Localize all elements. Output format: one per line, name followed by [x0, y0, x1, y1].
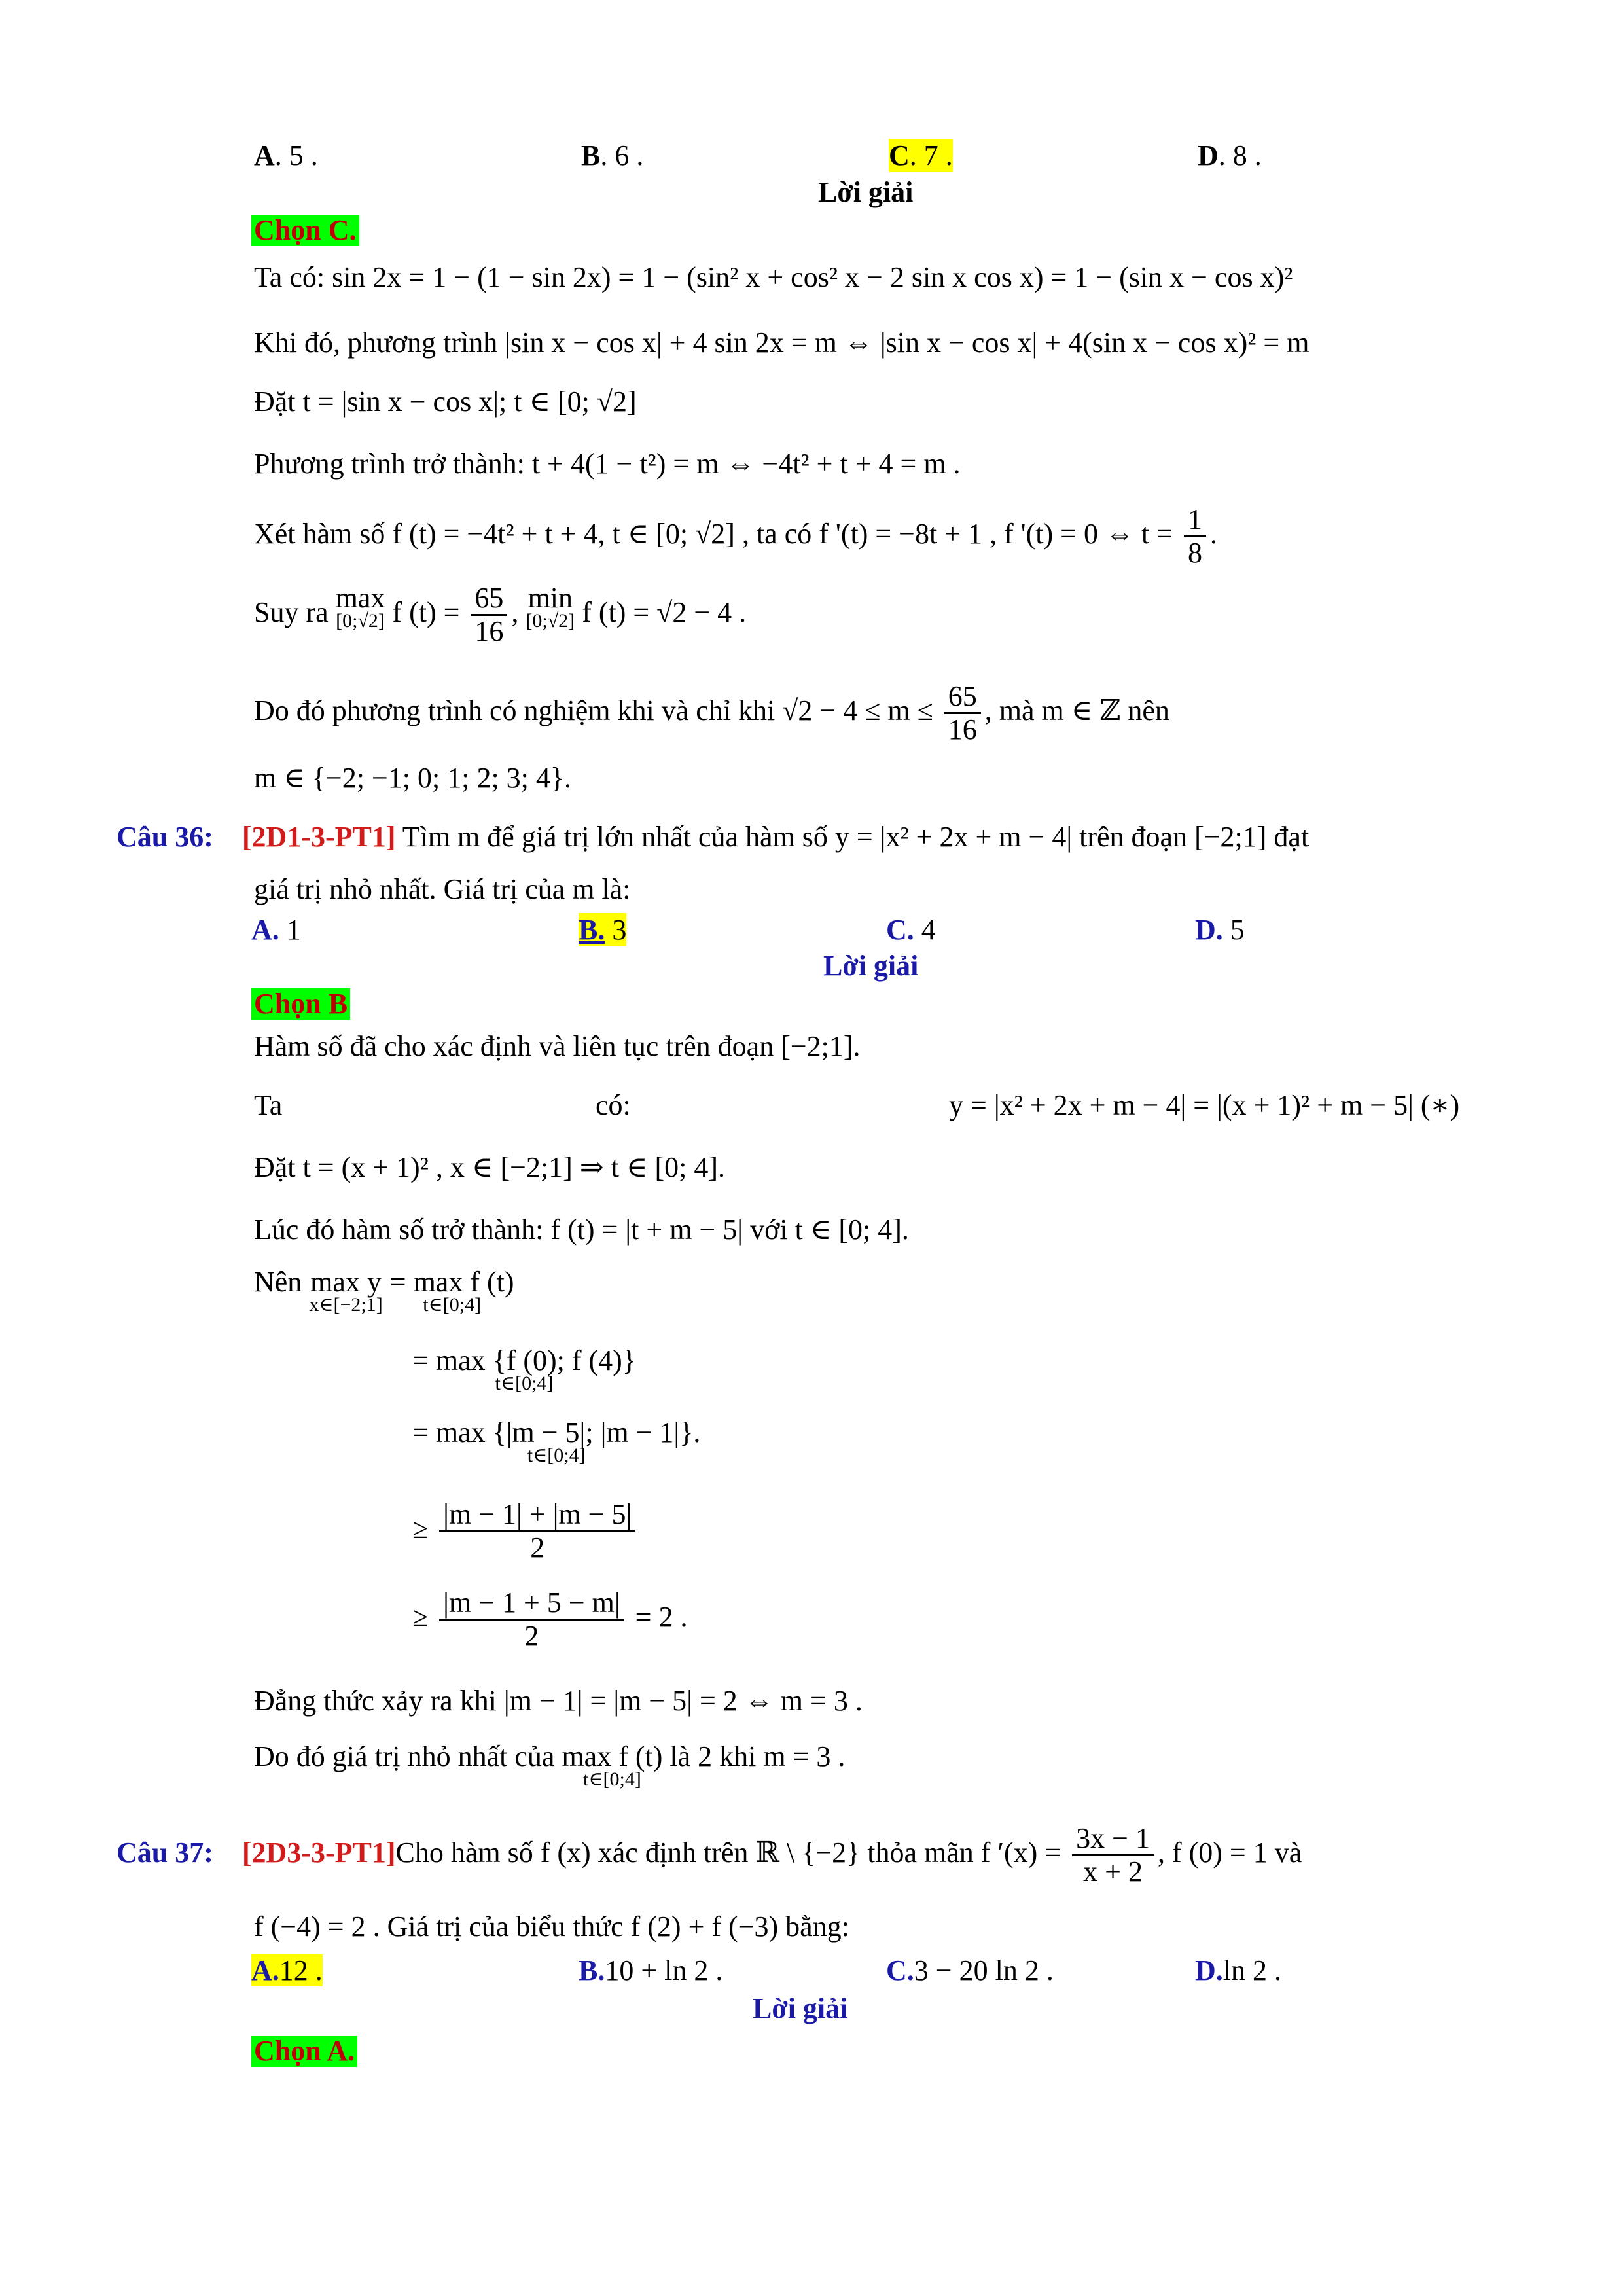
q37-solution-heading: Lời giải — [753, 1992, 848, 2024]
q35-step-8: m ∈ {−2; −1; 0; 1; 2; 3; 4}. — [254, 762, 572, 794]
q36-option-c: C. 4 — [886, 914, 936, 946]
q37-option-d: D.ln 2 . — [1195, 1954, 1282, 1986]
q35-step-3: Đặt t = |sin x − cos x|; t ∈ [0; √2] — [254, 386, 637, 418]
q36-step-4: Lúc đó hàm số trở thành: f (t) = |t + m − 5| với t ∈ [0; 4]. — [254, 1213, 909, 1246]
q35-option-c-correct: C. 7 . — [889, 139, 953, 171]
fraction-65-16-bound: $\frac{65}{16}$ — [944, 681, 981, 746]
q36-step-6: = max {f (0); f (4)} t∈[0;4] — [412, 1344, 636, 1395]
q36-option-a: A. 1 — [251, 914, 301, 946]
q36-step-10: Đẳng thức xảy ra khi |m − 1| = |m − 5| = 2 ⇔ m = 3 . — [254, 1685, 863, 1717]
q37-stem-2: f (−4) = 2 . Giá trị của biểu thức f (2) + f (−3) bằng: — [254, 1910, 849, 1943]
fraction-derivative: $\frac{3x - 1}{x + 2}$ — [1072, 1823, 1154, 1888]
q36-step-2-expr: y = |x² + 2x + m − 4| = |(x + 1)² + m − 5| (∗) — [949, 1089, 1460, 1121]
q36-step-7: = max {|m − 5|; |m − 1|}. t∈[0;4] — [412, 1416, 701, 1467]
fraction-one-eighth: $\frac{1}{8}$ — [1184, 504, 1206, 569]
q35-step-7: Do đó phương trình có nghiệm khi và chỉ khi √2 − 4 ≤ m ≤ $\frac{65}{16}$ , mà m ∈ ℤ nên — [254, 680, 1169, 746]
q36-stem: Câu 36: [2D1-3-PT1] Tìm m để giá trị lớn nhất của hàm số y = |x² + 2x + m − 4| trên đoạn [−2;1] đạt — [116, 821, 1310, 853]
q35-step-4: Phương trình trở thành: t + 4(1 − t²) = m ⇔ −4t² + t + 4 = m . — [254, 448, 961, 480]
q36-step-3: Đặt t = (x + 1)² , x ∈ [−2;1] ⇒ t ∈ [0; 4]. — [254, 1151, 725, 1183]
q36-stem-2: giá trị nhỏ nhất. Giá trị của m là: — [254, 873, 631, 905]
q36-step-9: ≥ $\frac{|m - 1 + 5 - m|}{2}$ = 2 . — [412, 1587, 688, 1653]
q36-label: Câu 36: — [116, 821, 213, 853]
q35-option-b: B. 6 . — [581, 139, 644, 171]
q36-step-5: Nên max y x∈[−2;1] = max f (t) t∈[0;4] — [254, 1266, 514, 1316]
q37-option-b: B.10 + ln 2 . — [579, 1954, 723, 1986]
q36-solution-heading: Lời giải — [823, 950, 919, 982]
q35-option-d: D. 8 . — [1198, 139, 1262, 171]
q37-option-c: C.3 − 20 ln 2 . — [886, 1954, 1054, 1986]
q36-step-2-label-b: có: — [596, 1089, 631, 1121]
q36-option-d: D. 5 — [1195, 914, 1245, 946]
q35-option-a: A. 5 . — [254, 139, 318, 171]
q36-step-2-label: Ta — [254, 1089, 283, 1121]
q37-label: Câu 37: — [116, 1836, 213, 1869]
q35-step-5: Xét hàm số f (t) = −4t² + t + 4, t ∈ [0; √2] , ta có f '(t) = −8t + 1 , f '(t) = 0 ⇔ t = $\frac{1}{8}$ . — [254, 503, 1217, 569]
q37-chosen-answer: Chọn A. — [251, 2036, 357, 2067]
q37-stem: Câu 37: [2D3-3-PT1]Cho hàm số f (x) xác định trên ℝ \ {−2} thỏa mãn f ′(x) = $\frac{3x - 1}{x + 2}$ , f (0) = 1 và — [116, 1822, 1302, 1888]
q36-step-8: ≥ $\frac{|m - 1| + |m - 5|}{2}$ — [412, 1499, 639, 1564]
q36-option-b-correct: B. 3 — [579, 914, 627, 946]
q35-solution-heading: Lời giải — [818, 176, 914, 208]
q37-tag: [2D3-3-PT1] — [241, 1836, 396, 1869]
q35-step-1: Ta có: sin 2x = 1 − (1 − sin 2x) = 1 − (sin² x + cos² x − 2 sin x cos x) = 1 − (sin x − cos x)² — [254, 261, 1293, 293]
q35-step-6: Suy ra max [0;√2] f (t) = $\frac{65}{16}$ , min [0;√2] f (t) = √2 − 4 . — [254, 582, 747, 648]
q36-step-11: Do đó giá trị nhỏ nhất của max f (t) t∈[0;4] là 2 khi m = 3 . — [254, 1740, 846, 1791]
q36-tag: [2D1-3-PT1] — [241, 821, 396, 853]
q36-chosen-answer: Chọn B — [251, 988, 350, 1020]
q37-option-a-correct: A.12 . — [251, 1954, 323, 1986]
q35-chosen-answer: Chọn C. — [251, 215, 359, 246]
q35-step-2: Khi đó, phương trình |sin x − cos x| + 4 sin 2x = m ⇔ |sin x − cos x| + 4(sin x − cos x)² = m — [254, 327, 1310, 359]
fraction-65-16: $\frac{65}{16}$ — [471, 583, 507, 648]
q36-step-1: Hàm số đã cho xác định và liên tục trên đoạn [−2;1]. — [254, 1030, 861, 1062]
